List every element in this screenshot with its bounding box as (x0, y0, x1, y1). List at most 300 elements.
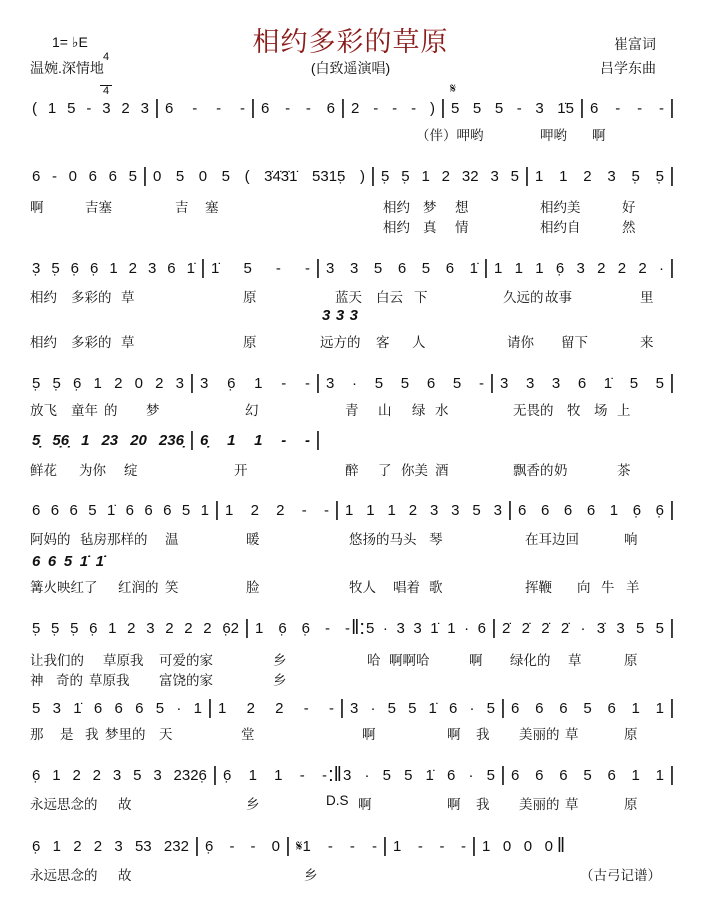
note: 3 (140, 99, 149, 117)
note: 0 (271, 837, 280, 855)
note: 1̇ (73, 699, 82, 717)
measure (451, 97, 574, 119)
lyric-text: 鲜花 (30, 463, 57, 478)
measure (511, 697, 664, 719)
note: 5̣ (401, 167, 410, 185)
note: 1 (52, 837, 61, 855)
lyric-text: 真 (423, 220, 437, 235)
lyric-text: 好 (622, 200, 636, 215)
note: ) (429, 99, 435, 117)
notation-row (0, 257, 701, 279)
barline: | (189, 372, 195, 394)
note: 2 (93, 837, 103, 855)
note: 5 (88, 501, 97, 519)
note: 5 (472, 501, 481, 519)
note: 1 (254, 431, 263, 449)
note: 5̣ (51, 619, 60, 637)
note: 1 (225, 501, 234, 519)
note: 1̇ (106, 501, 116, 519)
note: · (659, 259, 664, 277)
barline: | (507, 499, 513, 521)
measure (32, 165, 137, 187)
barline: | (315, 372, 321, 394)
lyric-text: 牧 (567, 403, 581, 418)
note: - (439, 837, 445, 855)
lyric-text: 多彩的 (71, 290, 112, 305)
note: 5̣ (70, 619, 79, 637)
note: 3 (413, 619, 422, 637)
note: 1 (193, 699, 202, 717)
note: 6 (445, 259, 455, 277)
note: 1̇ (428, 699, 437, 717)
lyric-text: 笑 (165, 580, 179, 595)
notation-row (0, 835, 701, 857)
lyric-text: 啊 (447, 797, 461, 812)
measure (32, 550, 104, 572)
lyric-text: 场 (594, 403, 608, 418)
singer-credit: (白致遥演唱) (310, 60, 391, 76)
lyric-text: 草 (565, 727, 579, 742)
lyric-text: 琴 (429, 532, 443, 547)
note: 5 (452, 374, 462, 392)
note: 3 (153, 766, 162, 784)
note: 6 (447, 766, 456, 784)
lyric-text: 人 (412, 335, 426, 350)
lyric-text: 乡 (273, 673, 287, 688)
note: 6̣ (89, 259, 99, 277)
note: - (304, 374, 310, 392)
lyric-text: 多彩的 (71, 335, 112, 350)
lyric-text: 放飞 (30, 403, 57, 418)
note: 23 (101, 431, 119, 449)
lyric-text: 歌 (429, 580, 443, 595)
note: 6 (559, 699, 568, 717)
lyric-text: 让我们的 (30, 653, 84, 668)
measure (200, 372, 310, 394)
note: 5 (155, 699, 165, 717)
note: - (216, 99, 222, 117)
barline: | (340, 97, 346, 119)
note: 1̇ (425, 766, 434, 784)
note: - (344, 619, 350, 637)
lyric-text: 醉 (345, 463, 359, 478)
note: 5 (63, 552, 73, 570)
measure (350, 697, 495, 719)
note: - (250, 837, 256, 855)
note: ( (244, 167, 250, 185)
barline: | (315, 429, 321, 451)
note: 3 (200, 374, 209, 392)
note: 3 (335, 306, 345, 324)
lyric-text: 久远的 (503, 290, 544, 305)
note: 6 (586, 501, 596, 519)
lyric-text: 幻 (245, 403, 259, 418)
note: 0 (544, 837, 553, 855)
notation-row (0, 550, 701, 572)
note: - (324, 619, 330, 637)
lyric-text: 在耳边回 (525, 532, 579, 547)
note: 2̇ (521, 619, 530, 637)
note: 0 (523, 837, 533, 855)
note: 3̣ (32, 259, 41, 277)
lyric-text: 相约美 (540, 200, 581, 215)
note: 6 (47, 552, 57, 570)
note: 6 (535, 766, 544, 784)
lyric-text: 阿妈的 (30, 532, 71, 547)
lyric-text: 绿 (412, 403, 426, 418)
note: 1̇ (469, 259, 478, 277)
note: 5 (636, 619, 645, 637)
song-title: 相约多彩的草原 (252, 27, 449, 57)
barline: | (669, 165, 675, 187)
note: ) (359, 167, 365, 185)
note: 6 (108, 167, 117, 185)
note: 5 (373, 259, 383, 277)
note: 0 (68, 167, 77, 185)
lyric-text: 美丽的 (519, 727, 560, 742)
barline: | (669, 697, 675, 719)
note: 3 (326, 259, 335, 277)
lyric-text: 茶 (617, 463, 631, 478)
segno-icon: 𝄋 (450, 80, 457, 96)
note: · (382, 619, 388, 637)
lyric-text: 塞 (205, 200, 219, 215)
lyric-text: 啊 (30, 200, 44, 215)
note: 2 (250, 501, 259, 519)
note: - (229, 837, 235, 855)
note: 1 (393, 837, 402, 855)
measure (225, 499, 329, 521)
note: 2 (128, 259, 137, 277)
note: 6 (50, 501, 60, 519)
lyric-text: 童年 (71, 403, 98, 418)
note: 3 (429, 501, 439, 519)
note: - (349, 837, 355, 855)
note: - (411, 99, 417, 117)
note: 1 (421, 167, 430, 185)
measure (211, 257, 310, 279)
note: 0 (198, 167, 208, 185)
note: 5 (181, 501, 191, 519)
lyric-text: 下 (414, 290, 428, 305)
note: 3 (500, 374, 509, 392)
lyric-text: 富饶的家 (159, 673, 213, 688)
note: 6 (88, 167, 97, 185)
note: 2 (276, 501, 285, 519)
note: 1 (387, 501, 396, 519)
note: 5 (366, 619, 375, 637)
note: - (192, 99, 198, 117)
note: 5315̣ (312, 167, 346, 185)
lyric-text: 乡 (304, 868, 318, 883)
note: 5 (583, 766, 592, 784)
note: 3 (490, 167, 499, 185)
note: 5 (486, 699, 495, 717)
measure (393, 835, 466, 857)
barline: | (669, 372, 675, 394)
note: 2 (441, 167, 450, 185)
note: 6̣ (555, 259, 565, 277)
note: 5 (629, 374, 639, 392)
expression-mark: 温婉.深情地 (30, 60, 104, 76)
barline: | (669, 764, 675, 786)
note: 6̣ (632, 501, 642, 519)
note: 2 (165, 619, 174, 637)
note: 5 (67, 99, 76, 117)
lyric-text: 来 (640, 335, 654, 350)
lyric-text: 天 (159, 727, 173, 742)
note: 5 (374, 374, 384, 392)
lyric-text: 我 (85, 727, 99, 742)
note: 2 (184, 619, 193, 637)
lyric-text: 情 (455, 220, 469, 235)
measure (590, 97, 664, 119)
lyric-text: 啊啊哈 (389, 653, 430, 668)
note: 6̣ (278, 619, 287, 637)
note: - (86, 99, 92, 117)
note: 3 (112, 766, 122, 784)
lyric-text: 想 (455, 200, 469, 215)
lyric-text: 原 (624, 653, 638, 668)
note: 6 (577, 374, 587, 392)
note: 6 (167, 259, 176, 277)
barline: | (339, 697, 345, 719)
barline: | (579, 97, 585, 119)
lyric-text: 山 (378, 403, 392, 418)
measure (296, 835, 377, 857)
lyric-text: 那 (30, 727, 44, 742)
note: 2 (121, 99, 130, 117)
notation-row (0, 97, 701, 119)
note: 6 (144, 501, 153, 519)
note: 6 (540, 501, 550, 519)
note: 1 (47, 99, 57, 117)
measure (32, 835, 189, 857)
measure (326, 372, 484, 394)
note: 6 (607, 766, 616, 784)
lyric-text: 悠扬的马头 (349, 532, 417, 547)
note: 1 (93, 374, 102, 392)
lyric-text: D.S (326, 793, 349, 808)
measure (32, 617, 239, 639)
note: 2̇ (502, 619, 511, 637)
note: 5̣6̣ (52, 431, 70, 449)
lyric-text: 酒 (435, 463, 449, 478)
lyric-text: 吉塞 (85, 200, 112, 215)
note: 1̇5 (557, 99, 574, 117)
composer-credit: 吕学东曲 (600, 60, 656, 76)
lyric-text: 飘香的 (513, 463, 554, 478)
note: 2 (127, 619, 136, 637)
note: 2 (638, 259, 647, 277)
note: 1 (81, 431, 90, 449)
note: - (299, 766, 305, 784)
lyric-text: 啊 (447, 727, 461, 742)
lyric-text: 相约自 (540, 220, 581, 235)
lyric-text: 然 (622, 220, 636, 235)
lyric-text: 原 (243, 290, 257, 305)
lyric-text: 的 (104, 403, 118, 418)
note: - (371, 837, 377, 855)
note: 3 (322, 306, 331, 324)
note: 6 (32, 167, 41, 185)
note: 6̣ (227, 374, 236, 392)
lyric-text: 吉 (175, 200, 189, 215)
note: - (304, 431, 310, 449)
lyric-text: 红润的 (118, 580, 159, 595)
lyric-text: 我 (476, 727, 490, 742)
measure (153, 165, 365, 187)
lyric-text: 篝火映红了 (30, 580, 98, 595)
lyric-text: 草原我 (89, 673, 130, 688)
note: 3 (102, 99, 111, 117)
note: 3 (350, 699, 359, 717)
note: 5̣ (655, 167, 664, 185)
notation-row (0, 764, 701, 786)
note: 6 (535, 699, 544, 717)
lyric-text: 牧人 (349, 580, 376, 595)
lyric-text: 响 (624, 532, 638, 547)
lyric-text: 暖 (246, 532, 260, 547)
measure (482, 835, 553, 857)
note: 1̇ (603, 374, 613, 392)
note: 3 (551, 374, 561, 392)
note: 1 (218, 699, 227, 717)
note: 6 (261, 99, 270, 117)
note: 5̣ (381, 167, 390, 185)
note: 0 (134, 374, 143, 392)
note: 1 (52, 766, 61, 784)
notation-row (0, 304, 701, 326)
barline: | (244, 617, 250, 639)
note: 6̣ (32, 837, 41, 855)
note: 6 (518, 501, 527, 519)
measure (518, 499, 664, 521)
note: 𝄋1 (296, 837, 311, 855)
note: 5̣ (52, 374, 61, 392)
measure (345, 499, 502, 521)
note: · (464, 619, 470, 637)
note: 6 (590, 99, 599, 117)
barline: | (370, 165, 376, 187)
note: - (275, 259, 281, 277)
note: 1 (609, 501, 619, 519)
note: 2 (155, 374, 164, 392)
measure (500, 372, 664, 394)
note: 5 (243, 259, 252, 277)
note: 5̣ (51, 259, 60, 277)
note: 5̣ (631, 167, 640, 185)
note: · (469, 699, 475, 717)
note: - (304, 259, 310, 277)
lyric-text: 原 (624, 797, 638, 812)
note: 2 (275, 699, 284, 717)
lyric-text: 故 (118, 868, 132, 883)
lyric-text: 相约 (30, 290, 57, 305)
lyricist-credit: 崔富词 (614, 36, 656, 52)
lyric-text: 我 (476, 797, 490, 812)
note: 6̣ (301, 619, 310, 637)
note: · (364, 766, 370, 784)
lyric-text: 啊 (592, 128, 606, 143)
note: 2 (408, 501, 418, 519)
measure (32, 429, 184, 451)
note: 6̣ (70, 259, 79, 277)
measure (255, 617, 350, 639)
notation-row (0, 499, 701, 521)
lyric-text: （伴）呷哟 (416, 128, 484, 143)
note: 5 (472, 99, 482, 117)
measure (511, 764, 664, 786)
measure (535, 165, 664, 187)
note: - (239, 99, 245, 117)
note: 5 (655, 374, 664, 392)
note: 232 (163, 837, 189, 855)
note: 5 (494, 99, 504, 117)
lyric-text: 草 (568, 653, 582, 668)
note: 1 (447, 619, 456, 637)
note: 3 (52, 699, 61, 717)
lyric-text: 绽 (124, 463, 138, 478)
note: 6 (163, 501, 172, 519)
note: 1 (109, 259, 118, 277)
note: 1 (366, 501, 375, 519)
lyric-text: 故 (118, 797, 132, 812)
lyric-text: 是 (60, 727, 74, 742)
lyric-text: 哈 (367, 653, 381, 668)
note: - (281, 431, 287, 449)
note: 3 (349, 306, 358, 324)
note: 6̣2 (222, 619, 239, 637)
note: 6 (32, 501, 41, 519)
measure (32, 97, 149, 119)
note: 6 (511, 699, 520, 717)
barline: | (491, 617, 497, 639)
lyric-text: 你美 (401, 463, 428, 478)
note: 5 (486, 766, 495, 784)
note: 2 (92, 766, 101, 784)
note: · (176, 699, 182, 717)
barline: | (500, 697, 506, 719)
note: 2 (72, 766, 81, 784)
note: 5 (32, 699, 41, 717)
note: 6̣ (655, 501, 664, 519)
lyric-text: 向 (577, 580, 591, 595)
note: 1 (535, 167, 544, 185)
measure (322, 304, 358, 326)
note: - (285, 99, 291, 117)
note: 20 (130, 431, 147, 449)
note: 0 (502, 837, 512, 855)
barline: | (214, 499, 220, 521)
lyric-text: 乡 (273, 653, 287, 668)
measure (381, 165, 519, 187)
lyric-text: 挥鞭 (525, 580, 552, 595)
note: 6 (93, 699, 103, 717)
note: 1 (108, 619, 117, 637)
note: 1 (494, 259, 503, 277)
note: 6 (114, 699, 123, 717)
note: 1̇ (79, 552, 89, 570)
measure (351, 97, 435, 119)
measure (366, 617, 486, 639)
barline: | (669, 257, 675, 279)
note: 2 (114, 374, 123, 392)
time-signature-top: 4 (102, 51, 110, 63)
note: 3 (535, 99, 544, 117)
lyric-text: 草 (565, 797, 579, 812)
note: · (580, 619, 586, 637)
